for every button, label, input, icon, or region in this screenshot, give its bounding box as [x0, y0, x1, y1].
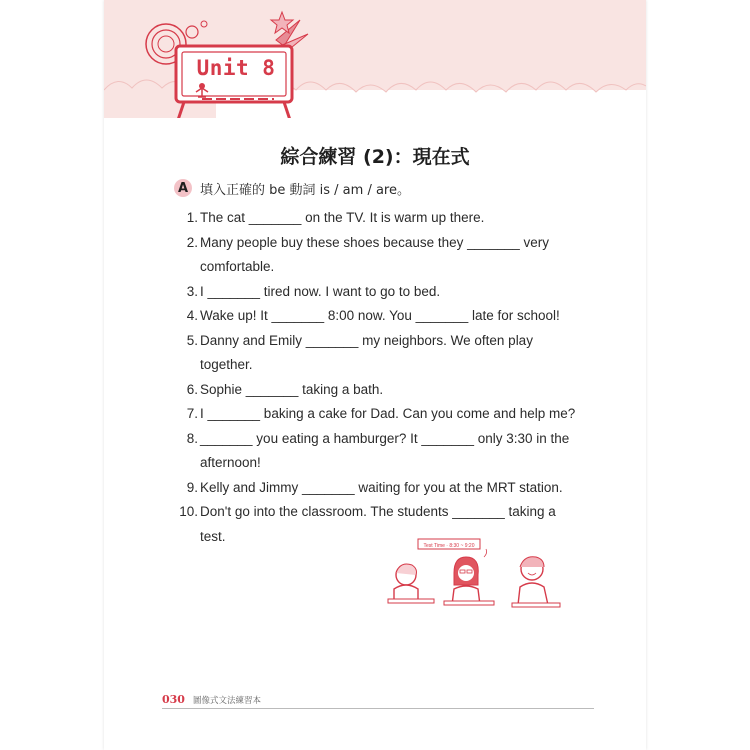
question-number: 7. — [186, 406, 198, 421]
page-number: 030 — [162, 693, 185, 706]
header-band — [104, 0, 646, 118]
question-item — [174, 206, 594, 231]
section-badge: A — [174, 179, 192, 197]
page-footer — [162, 693, 261, 706]
question-text: Sophie _______ taking a bath. — [200, 381, 384, 397]
question-text: The cat _______ on the TV. It is warm up there. — [200, 210, 485, 225]
question-item — [174, 476, 594, 501]
question-number: 10. — [179, 504, 198, 519]
question-text: _______ you eating a hamburger? It _______ only 3:30 in the — [200, 430, 570, 446]
question-text: I _______ baking a cake for Dad. Can you come and help me? — [200, 406, 576, 421]
question-number: 6. — [186, 381, 198, 397]
question-item — [174, 304, 594, 329]
page-title: 綜合練習 (2)：現在式 — [280, 146, 470, 168]
classroom-illustration — [384, 535, 564, 615]
question-item — [174, 280, 594, 305]
question-item — [174, 329, 594, 378]
workbook-page — [104, 0, 646, 750]
question-text: Danny and Emily _______ my neighbors. We often play — [200, 332, 533, 348]
question-number: 3. — [186, 283, 198, 299]
question-number: 5. — [186, 332, 198, 348]
question-number: 2. — [186, 234, 198, 250]
unit-label: Unit 8 — [196, 56, 276, 80]
question-number: 1. — [186, 210, 198, 225]
question-text: I _______ tired now. I want to go to bed. — [200, 283, 441, 299]
question-item — [174, 231, 594, 280]
question-item — [174, 378, 594, 403]
footer-divider — [162, 708, 594, 709]
question-number: 8. — [186, 430, 198, 446]
question-number: 9. — [186, 479, 198, 495]
cloud-header-graphic — [104, 0, 646, 118]
question-text: Wake up! It _______ 8:00 now. You _______ late for school! — [200, 308, 560, 323]
question-text-continued: comfortable. — [200, 259, 275, 274]
question-text: Many people buy these shoes because they _______ very — [200, 234, 549, 250]
question-text: Kelly and Jimmy _______ waiting for you at the MRT station. — [200, 479, 563, 495]
section-a-header — [174, 178, 410, 198]
question-list — [174, 206, 594, 549]
students-drawing — [384, 535, 564, 615]
question-item — [174, 427, 594, 476]
question-text-continued: test. — [200, 528, 226, 544]
section-instruction: 填入正確的 be 動詞 is / am / are。 — [200, 182, 410, 198]
question-number: 4. — [186, 308, 198, 323]
question-text-continued: afternoon! — [200, 455, 261, 470]
question-text: Don't go into the classroom. The students _______ taking a — [200, 504, 556, 519]
book-title: 圖像式文法練習本 — [192, 695, 261, 706]
question-item — [174, 402, 594, 427]
board-sign-text: Test Time · 8:30 ~ 9:20 — [423, 543, 475, 549]
question-text-continued: together. — [200, 357, 253, 372]
